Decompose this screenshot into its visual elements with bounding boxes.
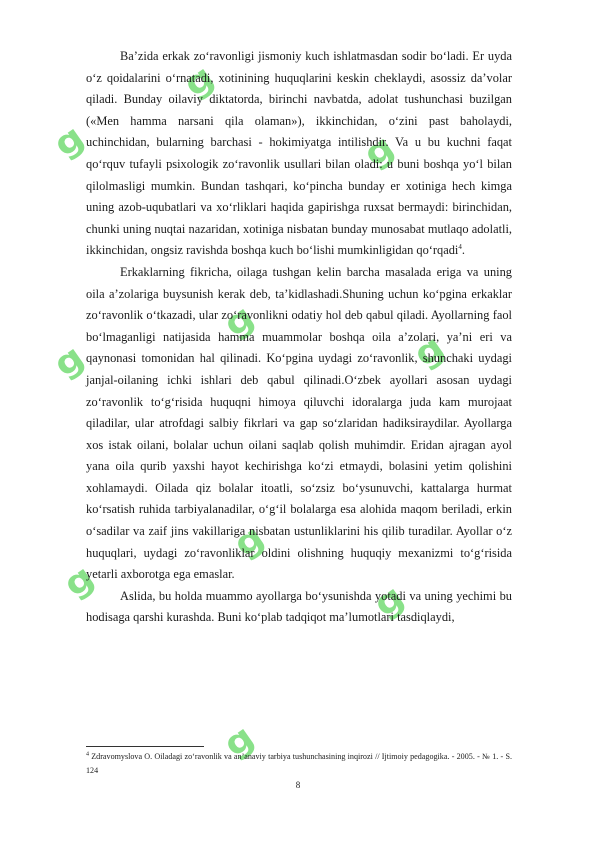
watermark-logo: ᵍ	[52, 553, 117, 627]
footnote-ref: 4	[458, 243, 462, 252]
paragraph	[86, 46, 512, 262]
page-number: 8	[295, 780, 301, 790]
watermark-logo: ᵍ	[362, 573, 427, 647]
watermark-logo: ᵍ	[402, 323, 467, 397]
watermark-logo: ᵍ	[212, 293, 277, 367]
watermark-logo: ᵍ	[172, 53, 237, 127]
paragraph: Aslida, bu holda muammo ayollarga bo‘ysunishda yotadi va uning yechimi bu hodisaga qarshi kurashda. Buni ko‘plab tadqiqot ma’lumotlari tasdiqlaydi,	[86, 588, 512, 625]
watermark-logo: ᵍ	[42, 333, 107, 407]
footnote	[86, 750, 512, 777]
watermark-logo: ᵍ	[212, 713, 277, 787]
body-text	[86, 46, 512, 629]
paragraph-text: Ba’zida erkak zo‘ravonligi jismoniy kuch ishlatmasdan sodir bo‘ladi. Er uyda o‘z qoidalarini o‘rnatadi, xotinining huquqlarini keskin cheklaydi, asossiz da’volar qiladi. Bunday oilaviy diktatorda, birinchi navbatda, adolat tushunchasi buzilgan («Men hamma narsani qila olaman»), ikkinchidan, o‘zini past baholaydi, uchinchidan, bularning barchasi - hokimiyatga intilishdir. Va u bu kuchni faqat qo‘rquv tufayli psixologik zo‘ravonlik usullari bilan oladi: u buni boshqa yo‘l bilan qilolmasligi mumkin. Bundan tashqari, ko‘pincha bunday er xotiniga hech kimga uning azob-uqubatlari va xo‘rliklari haqida gapirishga ruxsat bermaydi: birinchidan, chunki uning nuqtai nazaridan, xotiniga nisbatan bunday munosabat mutlaqo adolatli, ikkinchidan, ongsiz ravishda boshqa kuch bo‘lishi mumkinligidan qo‘rqadi	[86, 49, 512, 258]
footnote-text: Zdravomyslova O. Oiladagi zo‘ravonlik va an’anaviy tarbiya tushunchasining inqirozi // Ijtimoiy pedagogika. - 2005. - № 1. - S. 124	[86, 752, 512, 775]
paragraph-end: .	[461, 243, 465, 258]
watermark-logo: ᵍ	[222, 513, 287, 587]
footnote-divider	[86, 746, 204, 747]
footnote-marker: 4	[86, 751, 89, 758]
watermark-logo: ᵍ	[42, 113, 107, 187]
watermark-logo: ᵍ	[352, 123, 417, 197]
paragraph: Erkaklarning fikricha, oilaga tushgan kelin barcha masalada eriga va uning oila a’zolariga buysunish kerak deb, ta’kidlashadi.Shuning uchun ko‘pgina erkaklar zo‘ravonlik o‘tkazadi, ular zo‘ravonlikni odatiy hol deb qabul qiladi. Ayollarning faol bo‘lmaganligi natijasida hamma muammolar boshqa oila a’zolari, ya’ni eri va qaynonasi tomonidan hal qilinadi. Ko‘pgina uydagi zo‘ravonlik, shunchaki uydagi janjal-oilaning ichki ishlari deb qabul qilinadi.O‘zbek ayollari asosan uydagi zo‘ravonlik to‘g‘risida huquqni himoya qiluvchi idoralarga juda kam murojaat qiladilar, ular atrofdagi salbiy fikrlari va gap so‘zlaridan hadiksiraydilar. Ayollarga xos istak oilani, bolalar uchun oilani saqlab qolish muhimdir. Eridan ajragan ayol yana oila qurib yaxshi hayot kechirishga ko‘zi etmaydi, bolasini yetim qolishini xohlamaydi. Oilada qiz bolalar itoatli, so‘zsiz bo‘ysunuvchi, kattalarga hurmat ko‘rsatish ruhida tarbiyalanadilar, o‘g‘il bolalarga esa alohida maqom beriladi, erkin o‘sadilar va zaif jins vakillariga nisbatan ustunliklarini his qilib turadilar. Ayollar o‘z huquqlari, uydagi zo‘ravonliklar oldini olishning huquqiy mexanizmi to‘g‘risida yetarli axborotga ega emaslar.	[86, 264, 512, 582]
